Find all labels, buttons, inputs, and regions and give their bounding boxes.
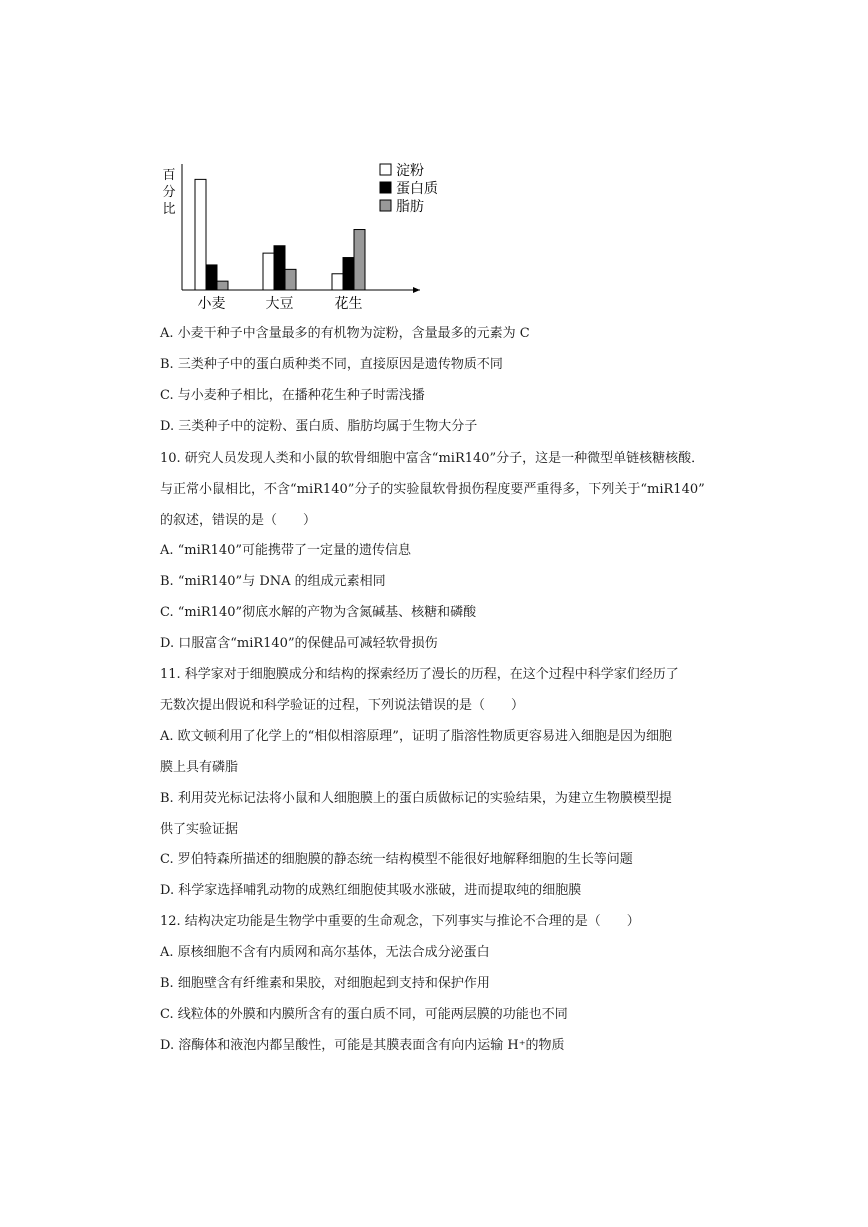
q12-stem: 12. 结构决定功能是生物学中重要的生命观念，下列事实与推论不合理的是（ ） [160, 914, 640, 929]
q11-option-a-line-2[interactable]: 膜上具有磷脂 [160, 760, 239, 775]
q10-stem-line-1: 10. 研究人员发现人类和小鼠的软骨细胞中富含“miR140”分子，这是一种微型单链核糖核酸． [160, 451, 705, 466]
q12-option-b[interactable]: B. 细胞壁含有纤维素和果胶，对细胞起到支持和保护作用 [160, 976, 490, 991]
q11-option-d[interactable]: D. 科学家选择哺乳动物的成熟红细胞使其吸水涨破，进而提取纯的细胞膜 [160, 883, 582, 898]
legend-label: 脂肪 [396, 199, 424, 215]
legend-swatch-蛋白质 [380, 182, 391, 193]
bar-大豆-蛋白质 [274, 246, 285, 290]
chart-svg [150, 150, 440, 315]
legend-label: 蛋白质 [396, 181, 438, 197]
bar-小麦-蛋白质 [206, 265, 217, 290]
x-axis-arrow [413, 287, 420, 293]
bar-小麦-脂肪 [217, 281, 228, 290]
y-axis-label-char: 分 [162, 185, 176, 200]
q10-option-a[interactable]: A. “miR140”可能携带了一定量的遗传信息 [160, 543, 412, 558]
y-axis-label-char: 百 [162, 168, 176, 183]
q9-option-d[interactable]: D. 三类种子中的淀粉、蛋白质、脂肪均属于生物大分子 [160, 419, 478, 434]
bar-大豆-脂肪 [285, 269, 296, 290]
q11-option-a-line-1[interactable]: A. 欧文顿利用了化学上的“相似相溶原理”，证明了脂溶性物质更容易进入细胞是因为细胞 [160, 729, 672, 744]
bar-chart [150, 150, 440, 315]
q9-option-a[interactable]: A. 小麦干种子中含量最多的有机物为淀粉，含量最多的元素为 C [160, 326, 530, 341]
q9-option-c[interactable]: C. 与小麦种子相比，在播种花生种子时需浅播 [160, 388, 425, 403]
q12-option-c[interactable]: C. 线粒体的外膜和内膜所含有的蛋白质不同，可能两层膜的功能也不同 [160, 1007, 568, 1022]
q11-option-c[interactable]: C. 罗伯特森所描述的细胞膜的静态统一结构模型不能很好地解释细胞的生长等问题 [160, 852, 633, 867]
bar-花生-脂肪 [354, 230, 365, 290]
q10-option-d[interactable]: D. 口服富含“miR140”的保健品可减轻软骨损伤 [160, 636, 438, 651]
q10-stem-line-3: 的叙述，错误的是（ ） [160, 513, 317, 528]
q12-option-a[interactable]: A. 原核细胞不含有内质网和高尔基体，无法合成分泌蛋白 [160, 945, 490, 960]
q11-stem-line-2: 无数次提出假说和科学验证的过程，下列说法错误的是（ ） [160, 698, 525, 713]
q11-stem-line-1: 11. 科学家对于细胞膜成分和结构的探索经历了漫长的历程，在这个过程中科学家们经历了 [160, 667, 679, 682]
q10-stem-line-2: 与正常小鼠相比，不含“miR140”分子的实验鼠软骨损伤程度要严重得多，下列关于“miR140” [160, 482, 705, 497]
q10-option-b[interactable]: B. “miR140”与 DNA 的组成元素相同 [160, 574, 386, 589]
bar-花生-淀粉 [332, 274, 343, 290]
category-label: 花生 [334, 296, 363, 312]
legend-swatch-淀粉 [380, 164, 391, 175]
q12-option-d[interactable]: D. 溶酶体和液泡内都呈酸性，可能是其膜表面含有向内运输 H⁺的物质 [160, 1038, 565, 1053]
category-label: 小麦 [197, 296, 226, 312]
q10-option-c[interactable]: C. “miR140”彻底水解的产物为含氮碱基、核糖和磷酸 [160, 605, 477, 620]
bar-花生-蛋白质 [343, 258, 354, 290]
legend-swatch-脂肪 [380, 200, 391, 211]
legend-label: 淀粉 [396, 163, 424, 179]
q11-option-b-line-2[interactable]: 供了实验证据 [160, 822, 239, 837]
q11-option-b-line-1[interactable]: B. 利用荧光标记法将小鼠和人细胞膜上的蛋白质做标记的实验结果，为建立生物膜模型提 [160, 791, 672, 806]
y-axis-label-char: 比 [162, 202, 176, 217]
category-label: 大豆 [265, 296, 294, 312]
bar-小麦-淀粉 [195, 179, 206, 290]
bar-大豆-淀粉 [263, 253, 274, 290]
q9-option-b[interactable]: B. 三类种子中的蛋白质种类不同，直接原因是遗传物质不同 [160, 357, 503, 372]
